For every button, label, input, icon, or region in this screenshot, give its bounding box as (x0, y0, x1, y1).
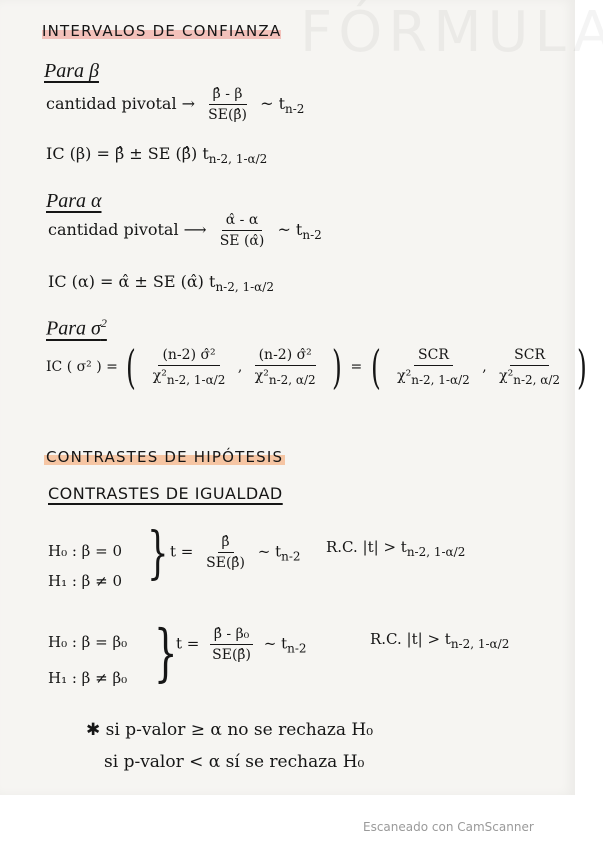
right-paren: ) (332, 340, 343, 394)
test-a-statistic (170, 534, 301, 571)
beta-pivot-fraction (204, 86, 251, 123)
scanner-watermark: Escaneado con CamScanner (363, 820, 534, 834)
subtitle-contrastes-igualdad: CONTRASTES DE IGUALDAD (48, 484, 283, 503)
brace-a: } (147, 521, 169, 586)
distribution-subscript: n-2 (285, 102, 305, 117)
h1-b: H₁ : β ≠ β₀ (48, 669, 128, 687)
heading-para-beta: Para β (44, 60, 99, 82)
right-paren-2: ) (576, 340, 587, 394)
fraction-numerator: β̂ (218, 534, 234, 553)
sigma-fraction-4 (495, 347, 564, 387)
fraction-numerator: (n-2) σ̂² (255, 347, 316, 366)
fraction-denominator (149, 366, 230, 387)
chi-symbol: χ² (499, 368, 514, 385)
heading-superscript: 2 (100, 316, 107, 330)
alpha-pivot-row (48, 212, 322, 249)
h1-a: H₁ : β ≠ 0 (48, 572, 123, 590)
sigma-ic-formula (46, 340, 590, 394)
fraction-denominator: SE (α̂) (219, 233, 265, 249)
distribution-subscript: n-2 (302, 228, 322, 243)
test-a-hypotheses (48, 536, 122, 596)
ic-subscript: n-2, 1-α/2 (208, 152, 268, 167)
fraction-denominator: SE(β̂) (208, 107, 247, 123)
pivot-label: cantidad pivotal (48, 220, 179, 239)
distribution: ~ t (257, 542, 282, 561)
chi-subscript: n-2, α/2 (268, 372, 316, 387)
heading-para-sigma (46, 316, 107, 341)
fraction-numerator: α̂ - α (222, 212, 263, 231)
chi-subscript: n-2, α/2 (513, 372, 561, 387)
fraction-numerator: SCR (414, 347, 453, 366)
sigma-fraction-1 (149, 347, 230, 387)
ic-lhs: IC ( σ² ) = (46, 359, 118, 375)
chi-subscript: n-2, 1-α/2 (411, 372, 470, 387)
rc-text: R.C. |t| > t (326, 538, 407, 556)
test-b-hypotheses (48, 624, 127, 696)
beta-ic-formula (46, 144, 267, 166)
fraction-denominator (495, 366, 564, 387)
alpha-ic-formula (48, 272, 274, 294)
beta-pivot-row (46, 86, 304, 123)
title-text: INTERVALOS DE CONFIANZA (42, 22, 282, 40)
test-a-fraction (202, 534, 249, 571)
brace-b: } (153, 616, 178, 689)
fraction-numerator: (n-2) σ̂² (158, 347, 219, 366)
h0-a: H₀ : β = 0 (48, 542, 123, 560)
note-line-2 (104, 752, 364, 772)
comma-2: , (482, 359, 487, 375)
test-b-statistic (176, 626, 307, 663)
heading-para-alpha: Para α (46, 190, 102, 212)
note-text-2: si p-valor < α sí se rechaza H₀ (104, 752, 365, 772)
arrow: ⟶ (183, 220, 207, 239)
equals-sign: = (350, 359, 363, 375)
ic-expression: IC (α) = α̂ ± SE (α̂) t (48, 272, 216, 291)
section-title-intervalos (42, 22, 281, 40)
left-paren: ( (126, 340, 137, 394)
pivot-label: cantidad pivotal (46, 94, 177, 113)
fraction-denominator: SE(β̂) (206, 555, 245, 571)
sigma-fraction-3 (393, 347, 474, 387)
note-text-1: si p-valor ≥ α no se rechaza H₀ (105, 720, 374, 740)
fraction-denominator (393, 366, 474, 387)
chi-subscript: n-2, 1-α/2 (166, 372, 226, 387)
fraction-numerator: SCR (510, 347, 549, 366)
test-a-critical-region (326, 538, 465, 559)
chi-symbol: χ² (152, 368, 167, 385)
contrastes-title: CONTRASTES DE HIPÓTESIS (46, 448, 284, 466)
ic-expression: IC (β) = β̂ ± SE (β̂) t (46, 144, 209, 163)
star-icon: ✱ (86, 720, 101, 740)
section-title-contrastes (44, 448, 285, 466)
distribution: ~ t (260, 94, 286, 113)
h0-b: H₀ : β = β₀ (48, 633, 128, 651)
rc-subscript: n-2, 1-α/2 (450, 637, 510, 651)
rc-text: R.C. |t| > t (370, 630, 451, 648)
fraction-denominator (251, 366, 320, 387)
arrow: → (181, 94, 196, 113)
fraction-numerator: β̂ - β (209, 86, 247, 105)
chi-symbol: χ² (254, 368, 269, 385)
comma: , (237, 359, 243, 375)
ic-subscript: n-2, 1-α/2 (215, 280, 274, 295)
distribution: ~ t (277, 220, 303, 239)
test-b-fraction (208, 626, 255, 663)
rc-subscript: n-2, 1-α/2 (406, 545, 466, 559)
distribution-subscript: n-2 (281, 549, 301, 564)
heading-text: Para σ (46, 317, 101, 340)
distribution: ~ t (263, 634, 288, 653)
note-line-1 (86, 720, 373, 740)
t-equals: t = (176, 634, 200, 653)
chi-symbol: χ² (397, 368, 412, 385)
fraction-numerator: β̂ - β₀ (210, 626, 253, 645)
alpha-pivot-fraction (216, 212, 269, 249)
left-paren-2: ( (370, 340, 381, 394)
sigma-fraction-2 (251, 347, 320, 387)
t-equals: t = (170, 542, 194, 561)
test-b-critical-region (370, 630, 509, 651)
fraction-denominator: SE(β̂) (212, 647, 251, 663)
distribution-subscript: n-2 (287, 641, 307, 656)
